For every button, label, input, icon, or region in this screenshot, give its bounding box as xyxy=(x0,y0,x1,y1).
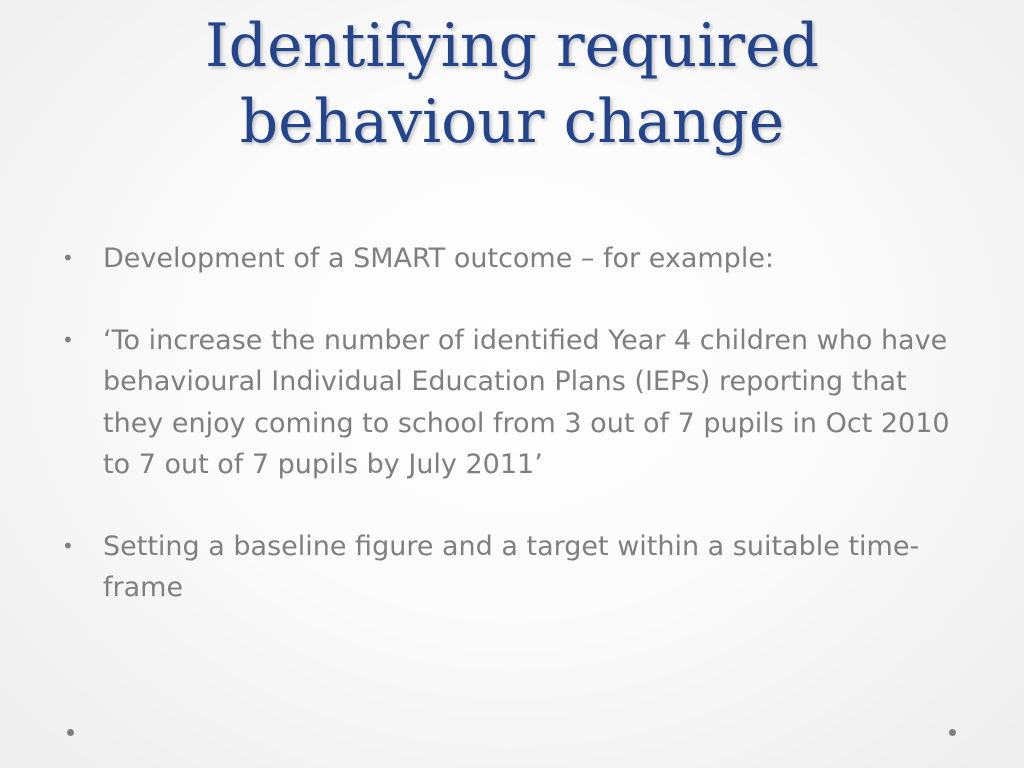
bullet-text: Setting a baseline figure and a target within a suitable time- frame xyxy=(103,530,920,603)
bullet-item-baseline-target xyxy=(58,526,958,609)
bullet-item-example-quote xyxy=(58,320,958,486)
bullet-item-smart-outcome xyxy=(58,238,958,280)
slide-title xyxy=(40,8,984,160)
corner-dot-left-icon xyxy=(67,729,74,736)
bullet-icon: • xyxy=(62,246,74,270)
bullet-text: ‘To increase the number of identified Year 4 children who have behavioural Individual Education Plans (IEPs) reporting that they enjoy coming to school from 3 out of 7 pupils in Oct 2010 to 7 out of 7 pupils by July 2011’ xyxy=(103,324,950,480)
corner-dot-right-icon xyxy=(949,729,956,736)
bullet-text: Development of a SMART outcome – for example: xyxy=(103,243,775,274)
slide-title-line-1: Identifying required xyxy=(204,11,819,81)
bullet-icon: • xyxy=(62,533,74,558)
slide-title-line-2: behaviour change xyxy=(239,87,785,157)
bullet-icon: • xyxy=(62,327,74,352)
bullet-list xyxy=(58,238,958,609)
